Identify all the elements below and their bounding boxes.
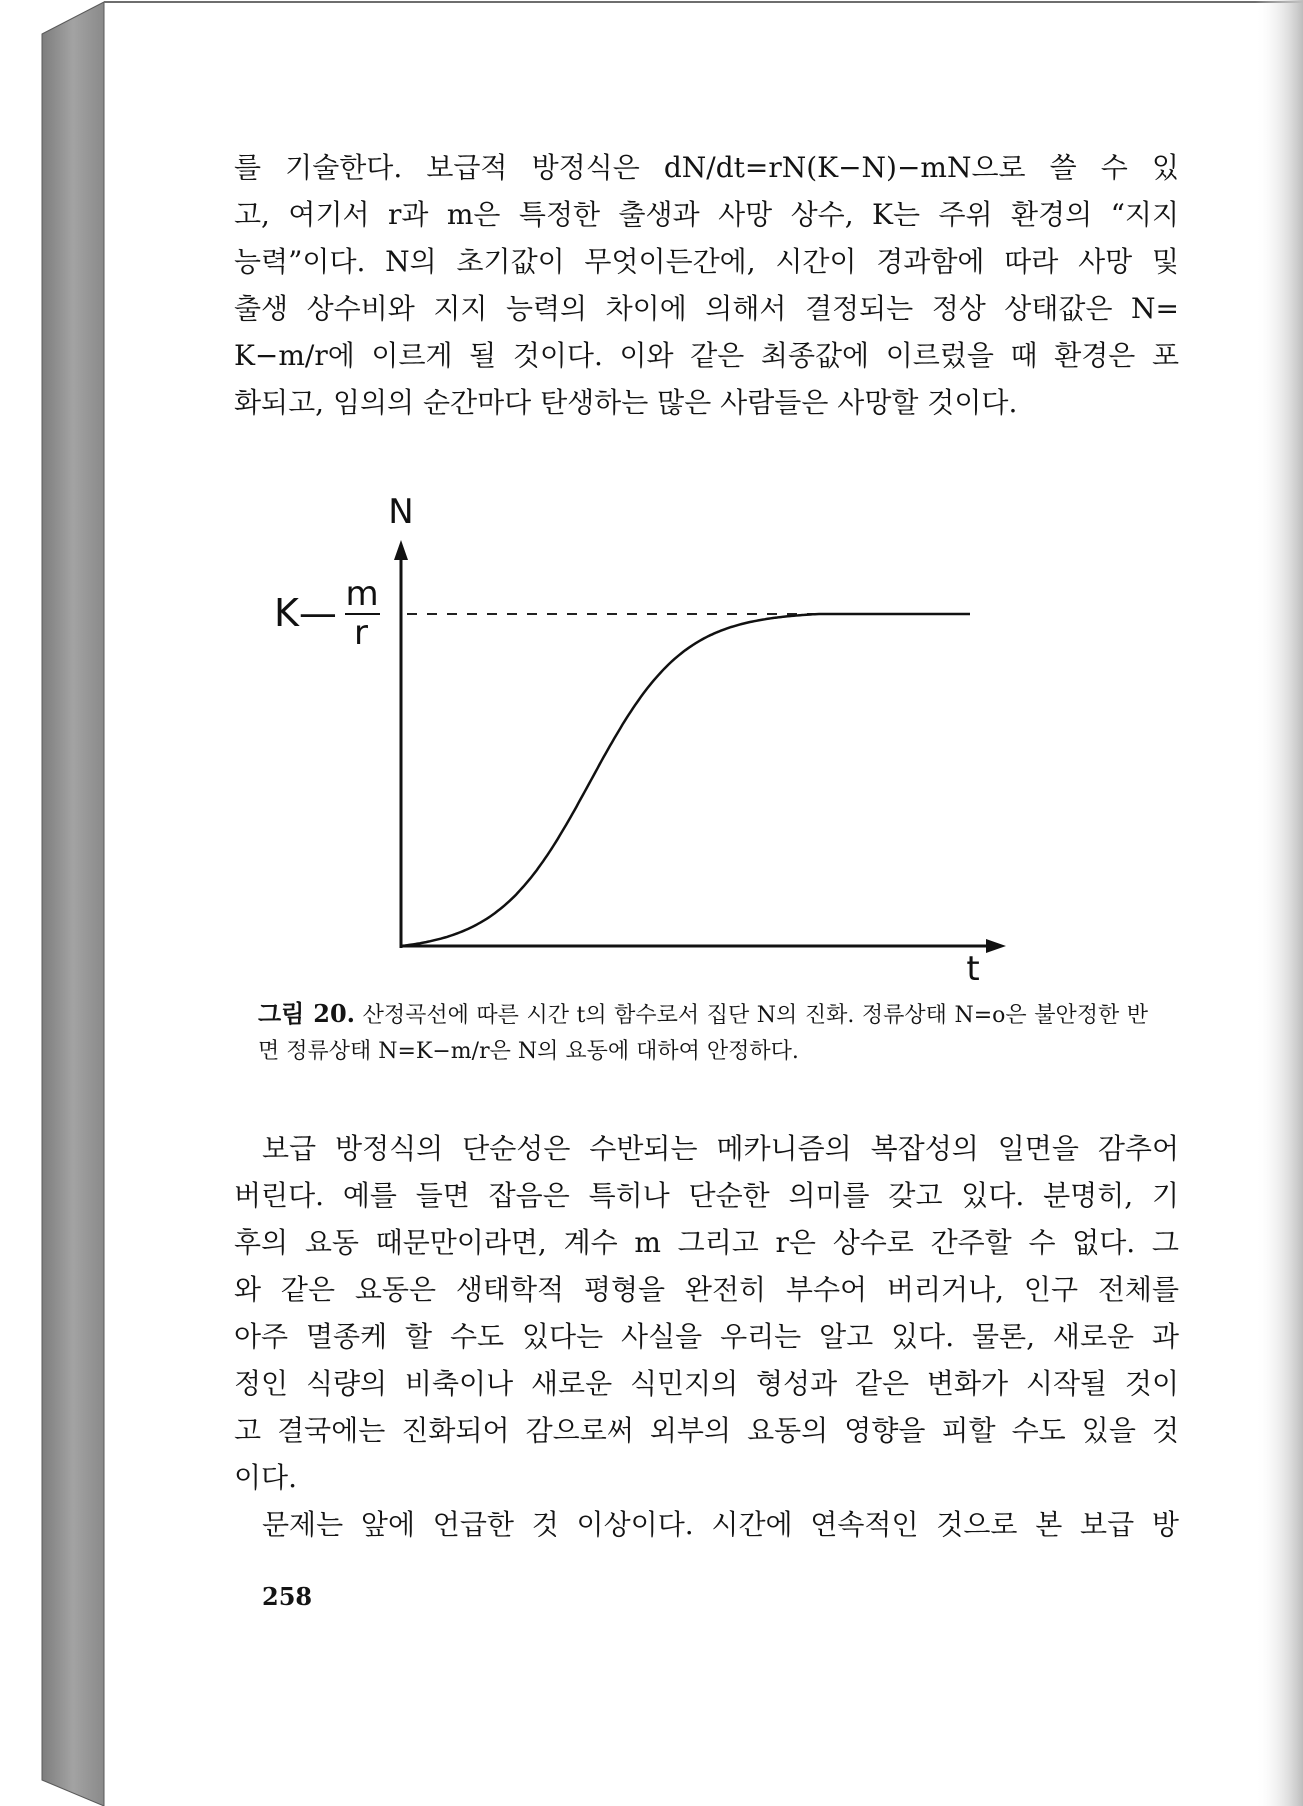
asymptote-label-numerator: m <box>345 574 379 614</box>
caption-label: 그림 20. <box>258 999 356 1028</box>
text-line: 를 기술한다. 보급적 방정식은 dN/dt=rN(K−N)−mN으로 쓸 수 있 <box>234 151 1179 184</box>
plot-layer <box>401 614 970 946</box>
text-line: 화되고, 임의의 순간마다 탄생하는 많은 사람들은 사망할 것이다. <box>234 386 1018 419</box>
text-line: 문제는 앞에 언급한 것 이상이다. 시간에 연속적인 것으로 본 보급 방 <box>262 1508 1179 1541</box>
text-line: 와 같은 요동은 생태학적 평형을 완전히 부수어 버리거나, 인구 전체를 <box>234 1273 1179 1306</box>
text-line: 능력”이다. N의 초기값이 무엇이든간에, 시간이 경과함에 따라 사망 및 <box>234 245 1179 278</box>
page-number: 258 <box>262 1582 313 1611</box>
text-line: 고, 여기서 r과 m은 특정한 출생과 사망 상수, K는 주위 환경의 “지지 <box>234 198 1179 231</box>
bottom-paragraph-2 <box>234 1501 1179 1548</box>
figure-caption <box>258 996 1148 1070</box>
x-axis-arrowhead <box>986 939 1006 953</box>
caption-text: 산정곡선에 따른 시간 t의 함수로서 집단 N의 진화. 정류상태 N=o은 불안정한 반면 정류상태 N=K−m/r은 N의 요동에 대하여 안정하다. <box>258 1003 1149 1064</box>
x-axis-label: t <box>966 949 980 989</box>
text-line: 출생 상수비와 지지 능력의 차이에 의해서 결정되는 정상 상태값은 N= <box>234 292 1179 325</box>
text-line: K−m/r에 이르게 될 것이다. 이와 같은 최종값에 이르렀을 때 환경은 포 <box>234 339 1179 372</box>
bottom-paragraph-1 <box>234 1125 1179 1501</box>
y-axis-label: N <box>388 492 414 532</box>
text-line: 후의 요동 때문만이라면, 계수 m 그리고 r은 상수로 간주할 수 없다. 그 <box>234 1226 1179 1259</box>
text-line: 버린다. 예를 들면 잡음은 특히나 단순한 의미를 갖고 있다. 분명히, 기 <box>234 1179 1179 1212</box>
asymptote-label-denominator: r <box>354 613 368 653</box>
text-line: 이다. <box>234 1461 297 1494</box>
text-line: 정인 식량의 비축이나 새로운 식민지의 형성과 같은 변화가 시작될 것이 <box>234 1367 1179 1400</box>
y-axis-arrowhead <box>394 540 408 560</box>
logistic-curve-line <box>401 614 970 946</box>
text-line: 아주 멸종케 할 수도 있다는 사실을 우리는 알고 있다. 물론, 새로운 과 <box>234 1320 1179 1353</box>
text-line: 보급 방정식의 단순성은 수반되는 메카니즘의 복잡성의 일면을 감추어 <box>262 1132 1179 1165</box>
text-line: 고 결국에는 진화되어 감으로써 외부의 요동의 영향을 피할 수도 있을 것 <box>234 1414 1179 1447</box>
asymptote-label-prefix: K— <box>274 591 337 635</box>
